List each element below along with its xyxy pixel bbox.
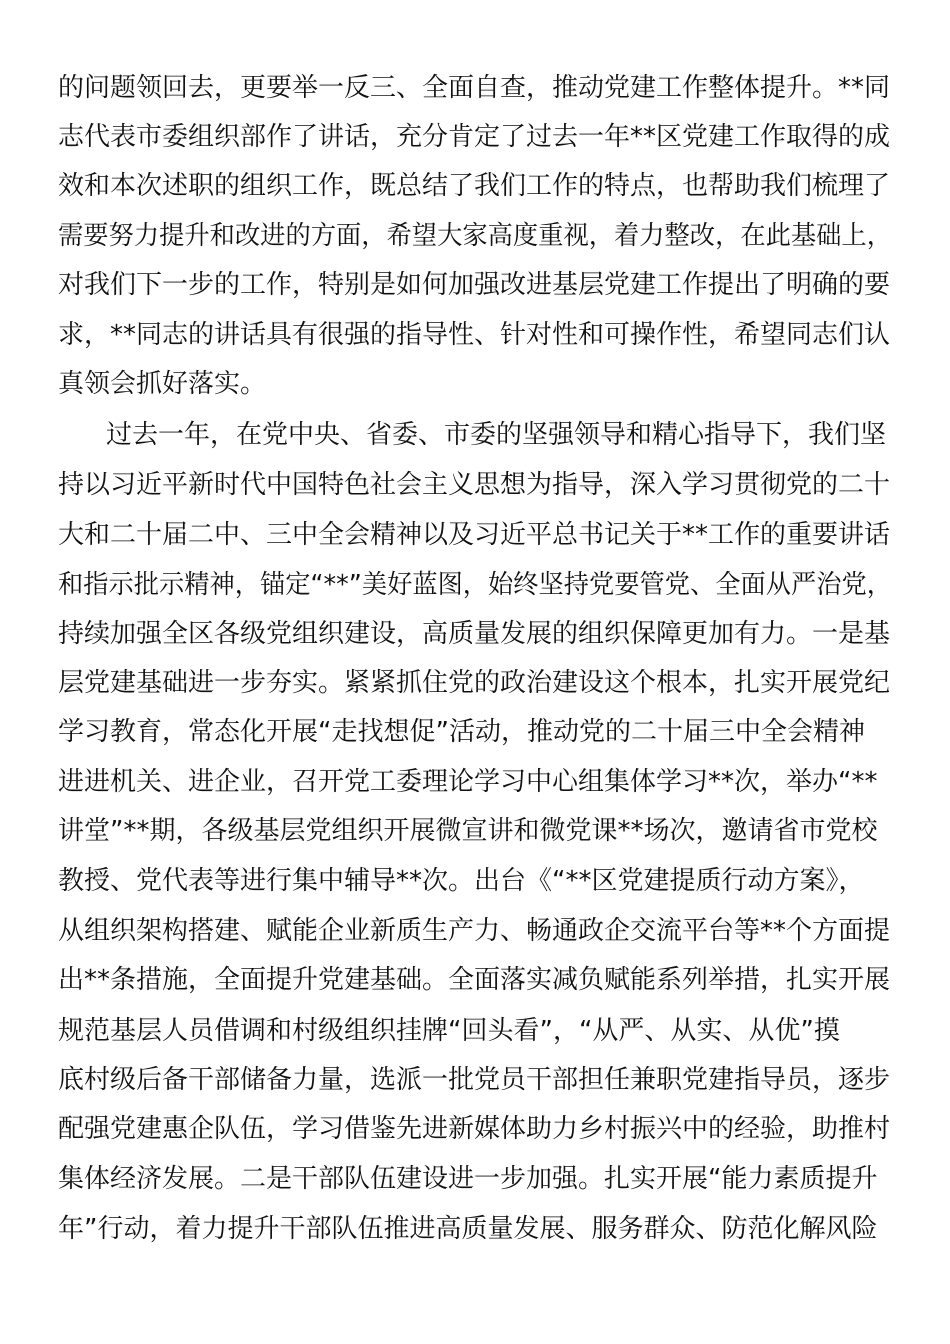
text-line: 和指示批示精神，锚定“**”美好蓝图，始终坚持党要管党、全面从严治党， [58, 570, 892, 600]
text-line: 规范基层人员借调和村级组织挂牌“回头看”，“从严、从实、从优”摸 [58, 1016, 840, 1046]
text-line: 持续加强全区各级党组织建设，高质量发展的组织保障更加有力。一是基 [58, 619, 891, 649]
text-line: 大和二十届二中、三中全会精神以及习近平总书记关于**工作的重要讲话 [58, 520, 891, 550]
text-line: 持以习近平新时代中国特色社会主义思想为指导，深入学习贯彻党的二十 [58, 470, 891, 500]
text-line: 教授、党代表等进行集中辅导**次。出台《“**区党建提质行动方案》， [58, 866, 865, 896]
text-line: 进进机关、进企业，召开党工委理论学习中心组集体学习**次，举办“** [58, 767, 878, 797]
text-line: 需要努力提升和改进的方面，希望大家高度重视，着力整改，在此基础上， [58, 221, 892, 251]
text-line: 出**条措施，全面提升党建基础。全面落实减负赋能系列举措，扎实开展 [58, 965, 891, 995]
text-line: 讲堂”**期，各级基层党组织开展微宣讲和微党课**场次，邀请省市党校 [58, 816, 878, 846]
text-line: 从组织架构搭建、赋能企业新质生产力、畅通政企交流平台等**个方面提 [58, 916, 891, 946]
text-line: 求，**同志的讲话具有很强的指导性、针对性和可操作性，希望同志们认 [58, 320, 891, 350]
paragraph-first-line: 过去一年，在党中央、省委、市委的坚强领导和精心指导下，我们坚 [106, 420, 887, 450]
text-line: 底村级后备干部储备力量，选派一批党员干部担任兼职党建指导员，逐步 [58, 1065, 891, 1095]
text-line: 学习教育，常态化开展“走找想促”活动，推动党的二十届三中全会精神 [58, 717, 865, 747]
text-line: 真领会抓好落实。 [58, 369, 267, 399]
text-line: 志代表市委组织部作了讲话，充分肯定了过去一年**区党建工作取得的成 [58, 122, 891, 152]
text-line: 的问题领回去，更要举一反三、全面自查，推动党建工作整体提升。**同 [58, 73, 891, 103]
text-line: 层党建基础进一步夯实。紧紧抓住党的政治建设这个根本，扎实开展党纪 [58, 668, 891, 698]
text-line: 对我们下一步的工作，特别是如何加强改进基层党建工作提出了明确的要 [58, 270, 891, 300]
text-line: 年”行动，着力提升干部队伍推进高质量发展、服务群众、防范化解风险 [58, 1214, 878, 1244]
text-line: 集体经济发展。二是干部队伍建设进一步加强。扎实开展“能力素质提升 [58, 1164, 878, 1194]
text-line: 配强党建惠企队伍，学习借鉴先进新媒体助力乡村振兴中的经验，助推村 [58, 1114, 891, 1144]
text-line: 效和本次述职的组织工作，既总结了我们工作的特点，也帮助我们梳理了 [58, 171, 891, 201]
